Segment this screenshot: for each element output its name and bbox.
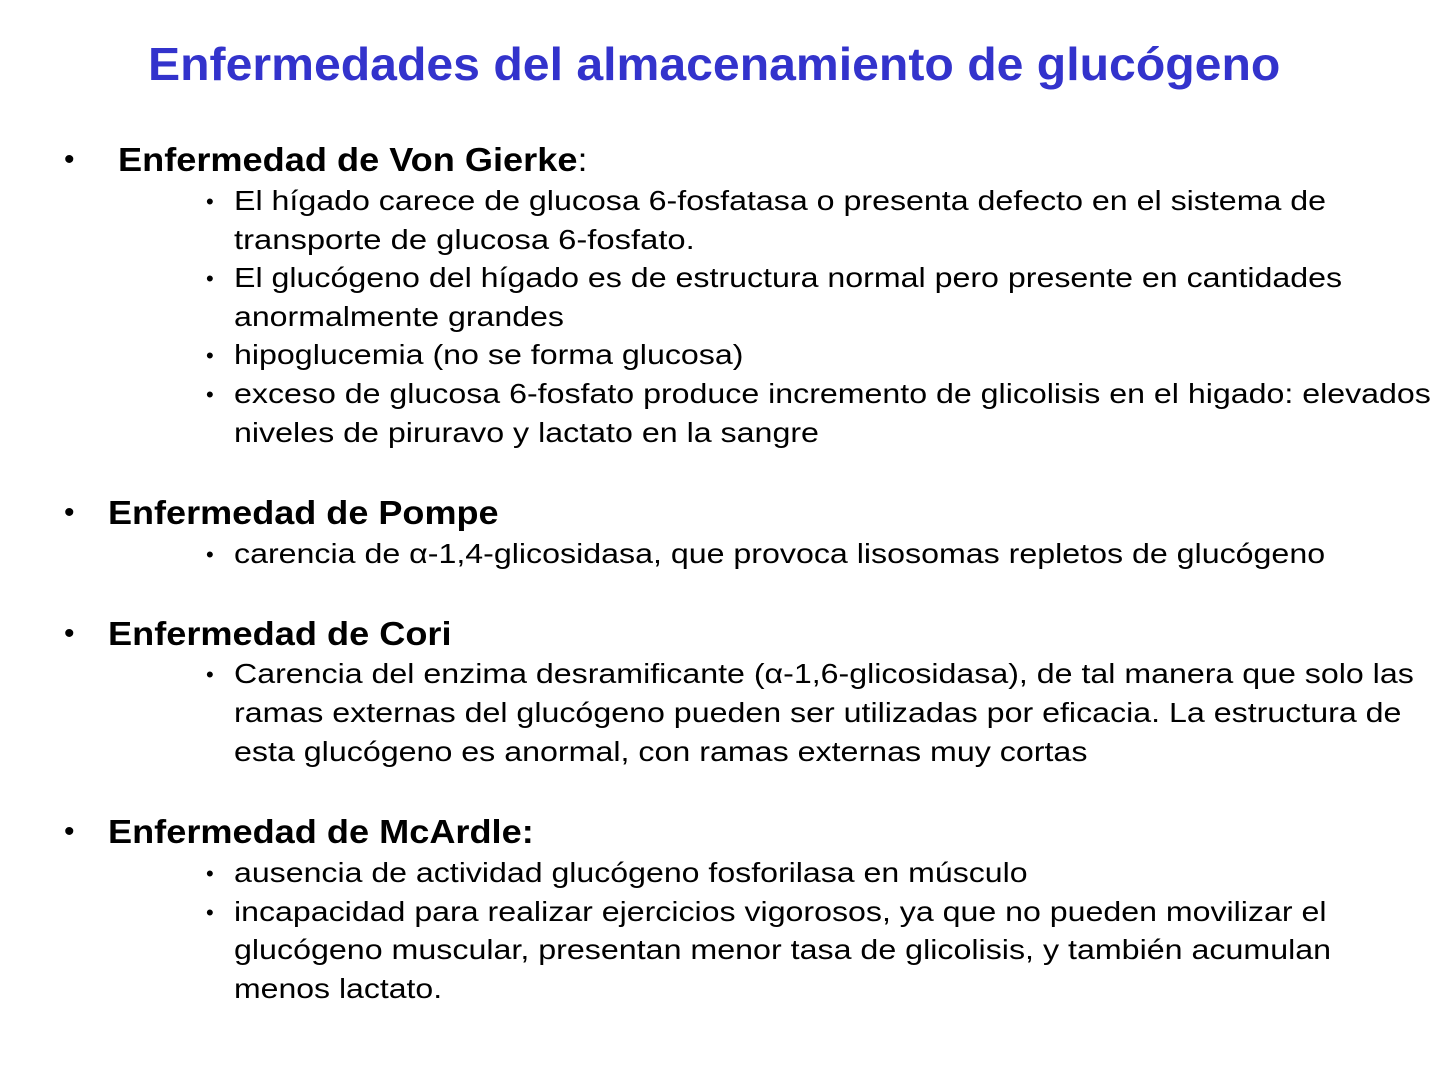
item-line: hipoglucemia (no se forma glucosa) — [234, 339, 744, 370]
item-bullet-icon: • — [206, 542, 214, 567]
item-line: El glucógeno del hígado es de estructura normal pero presente en cantidades — [234, 262, 1343, 293]
item-line: anormalmente grandes — [234, 301, 564, 332]
item-line: carencia de α-1,4-glicosidasa, que provoca lisosomas repletos de glucógeno — [234, 538, 1326, 569]
item-line: ausencia de actividad glucógeno fosforilasa en músculo — [234, 857, 1028, 888]
section-heading-pompe — [108, 493, 499, 533]
heading-text: Enfermedad de Cori — [108, 615, 452, 652]
section-heading-cori — [108, 614, 452, 654]
item-bullet-icon: • — [206, 662, 214, 687]
section-bullet-icon: • — [64, 496, 75, 529]
item-line: niveles de piruravo y lactato en la sangre — [234, 417, 819, 448]
section-heading-mcardle — [108, 812, 534, 852]
item-line: esta glucógeno es anormal, con ramas externas muy cortas — [234, 736, 1088, 767]
item-line: transporte de glucosa 6-fosfato. — [234, 224, 695, 255]
heading-text: Enfermedad de Von Gierke — [118, 141, 578, 178]
heading-text: Enfermedad de McArdle: — [108, 813, 534, 850]
item-line: Carencia del enzima desramificante (α-1,6-glicosidasa), de tal manera que solo las — [234, 658, 1414, 689]
item-line: El hígado carece de glucosa 6-fosfatasa o presenta defecto en el sistema de — [234, 185, 1327, 216]
item-line: menos lactato. — [234, 973, 443, 1004]
item-line: ramas externas del glucógeno pueden ser utilizadas por eficacia. La estructura de — [234, 697, 1402, 728]
item-line: exceso de glucosa 6-fosfato produce incremento de glicolisis en el higado: elevados — [234, 378, 1431, 409]
section-bullet-icon: • — [64, 617, 75, 650]
item-bullet-icon: • — [206, 266, 214, 291]
item-line: glucógeno muscular, presentan menor tasa de glicolisis, y también acumulan — [234, 934, 1332, 965]
heading-suffix: : — [577, 141, 588, 178]
item-bullet-icon: • — [206, 900, 214, 925]
section-heading-von-gierke — [118, 140, 587, 180]
item-bullet-icon: • — [206, 382, 214, 407]
item-bullet-icon: • — [206, 861, 214, 886]
section-bullet-icon: • — [64, 815, 75, 848]
item-bullet-icon: • — [206, 189, 214, 214]
item-bullet-icon: • — [206, 343, 214, 368]
heading-text: Enfermedad de Pompe — [108, 494, 499, 531]
section-bullet-icon: • — [64, 143, 75, 176]
slide-title: Enfermedades del almacenamiento de glucógeno — [148, 38, 1281, 90]
item-line: incapacidad para realizar ejercicios vigorosos, ya que no pueden movilizar el — [234, 896, 1327, 927]
